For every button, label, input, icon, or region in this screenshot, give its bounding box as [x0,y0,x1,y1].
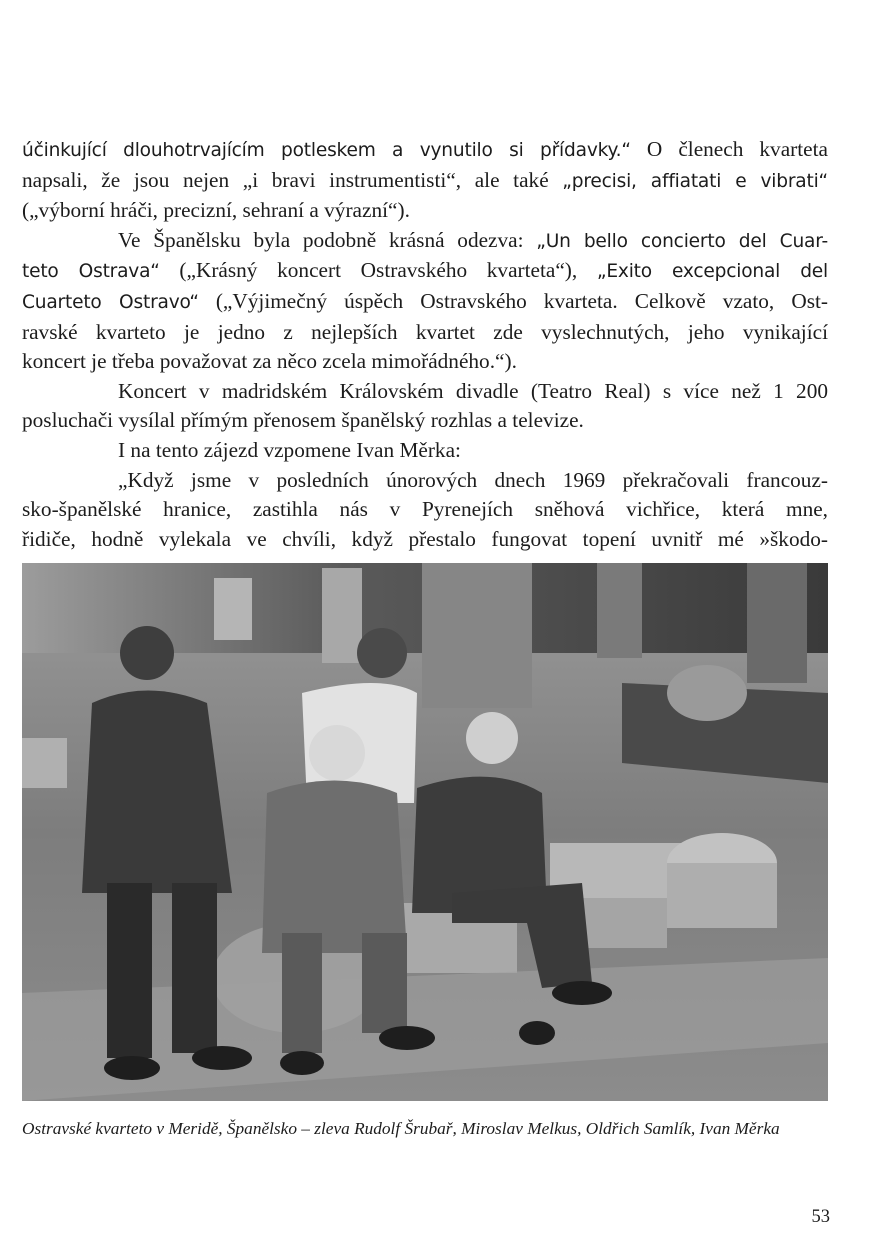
text-span: sko-španělské hranice, zastihla nás v Pyrenejích sněhová vichřice, která mne, [22,497,828,522]
text-line [22,436,828,466]
stone-block [22,738,67,788]
text-span: řidiče, hodně vylekala ve chvíli, když přestalo fungovat topení uvnitř mé »škodo- [22,526,828,551]
text-span: Cuarteto Ostravo“ [22,291,199,313]
page-number: 53 [811,1207,830,1227]
text-span: Koncert v madridském Královském divadle (Teatro Real) s více než 1 200 [118,378,828,403]
stone-block [667,665,747,721]
text-line [22,196,828,226]
text-span: teto Ostrava“ [22,261,160,283]
text-span: I na tento zájezd vzpomene Ivan Měrka: [118,437,461,462]
text-span: ravské kvarteto je jedno z nejlepších kvartet zde vyslechnutých, jeho vynikající [22,319,828,344]
column [597,563,642,658]
column [214,578,252,640]
text-span: posluchači vysílal přímým přenosem španělský rozhlas a televize. [22,408,584,433]
text-line [22,406,828,436]
text-span: „precisi, affiatati e vibrati“ [562,170,828,192]
text-span: napsali, že jsou nejen „i bravi instrumentisti“, ale také [22,167,563,192]
text-line [22,318,828,348]
text-span: „Když jsme v posledních únorových dnech 1969 překračovali francouz- [118,467,828,492]
text-line [22,377,828,407]
stone-pillar [422,563,532,708]
text-line [22,287,828,318]
text-span: účinkující dlouhotrvajícím potleskem a vynutilo si přídavky.“ [22,140,631,161]
column [322,568,362,663]
photo-scene [22,563,828,1101]
text-span: („Krásný koncert Ostravského kvarteta“), [159,258,597,283]
text-line [22,135,828,166]
text-span: („Výjimečný úspěch Ostravského kvarteta. Celkově vzato, Ost- [198,288,828,313]
text-line [22,226,828,257]
text-line [22,347,828,377]
text-span: „Exito excepcional del [596,261,828,283]
text-span: „Un bello concierto del Cuar- [536,230,828,252]
text-line [22,166,828,197]
figure-caption: Ostravské kvarteto v Meridě, Španělsko – zleva Rudolf Šrubař, Miroslav Melkus, Oldřich Samlík, Ivan Měrka [22,1119,780,1138]
column [747,563,807,683]
text-span: O členech kvarteta [630,137,828,161]
text-span: koncert je třeba považovat za něco zcela mimořádného.“). [22,349,517,374]
text-line [22,466,828,496]
column-drum [667,863,777,928]
text-line [22,256,828,287]
text-line [22,525,828,555]
text-span: („výborní hráči, precizní, sehraní a výrazní“). [22,198,410,223]
text-line [22,495,828,525]
body-text [22,135,828,554]
text-span: Ve Španělsku byla podobně krásná odezva: [118,227,537,252]
photograph [22,563,828,1101]
